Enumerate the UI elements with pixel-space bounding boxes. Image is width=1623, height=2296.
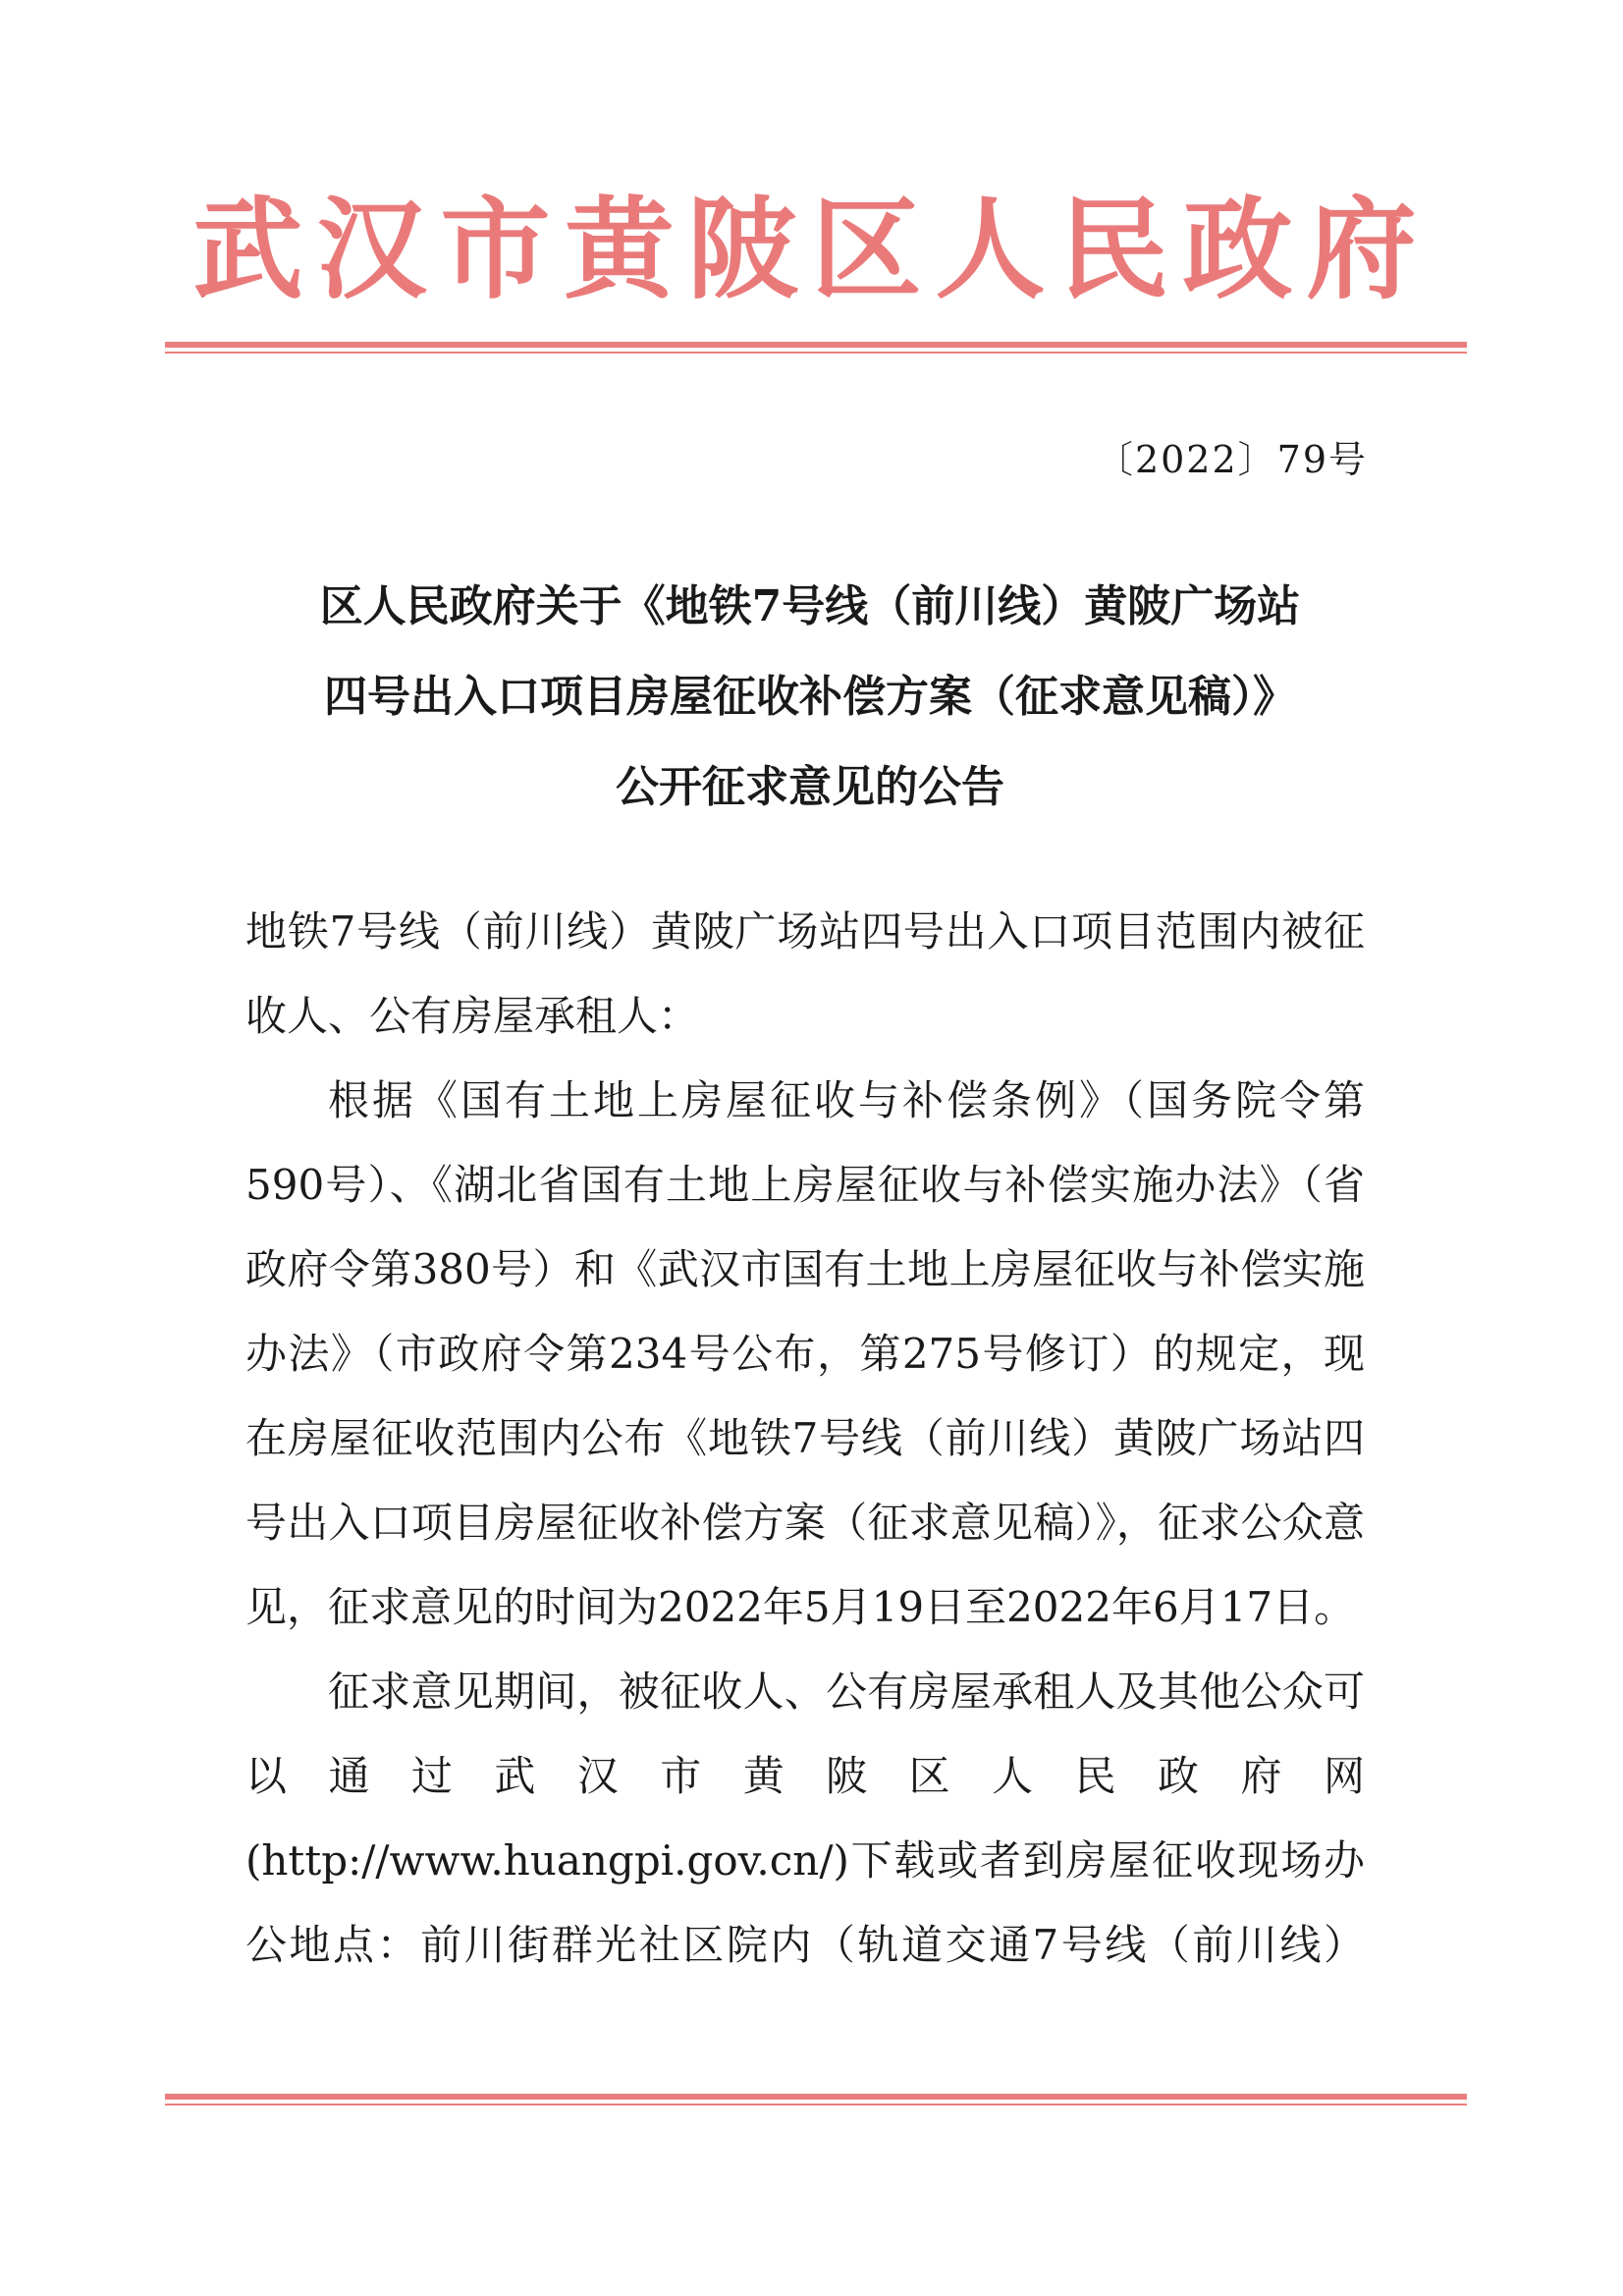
divider-thin-line [165, 352, 1467, 354]
document-number: 〔2022〕79号 [1095, 438, 1368, 481]
notice-body [245, 890, 1365, 1988]
body-paragraph-1: 根据《国有土地上房屋征收与补偿条例》（国务院令第590号）、《湖北省国有土地上房屋征收与补偿实施办法》（省政府令第380号）和《武汉市国有土地上房屋征收与补偿实施办法》（市政府令第234号公布，第275号修订）的规定，现在房屋征收范围内公布《地铁7号线（前川线）黄陂广场站四号出入口项目房屋征收补偿方案（征求意见稿）》，征求公众意见，征求意见的时间为2022年5月19日至2022年6月17日。 [245, 1076, 1365, 1631]
masthead-title: 武汉市黄陂区人民政府 [192, 186, 1431, 314]
footer-divider [165, 2094, 1467, 2105]
footer-thick-line [165, 2094, 1467, 2100]
body-paragraph-2: 征求意见期间，被征收人、公有房屋承租人及其他公众可以通过武汉市黄陂区人民政府网(http://www.huangpi.gov.cn/)下载或者到房屋征收现场办公地点：前川街群光社区院内（轨道交通7号线（前川线） [245, 1667, 1365, 1969]
divider-thick-line [165, 342, 1467, 348]
title-line-3: 公开征求意见的公告 [616, 762, 1004, 812]
notice-title [236, 562, 1384, 833]
title-line-2: 四号出入口项目房屋征收补偿方案（征求意见稿）》 [324, 672, 1296, 722]
masthead-divider [165, 342, 1467, 354]
title-line-1: 区人民政府关于《地铁7号线（前川线）黄陂广场站 [319, 581, 1301, 631]
salutation: 地铁7号线（前川线）黄陂广场站四号出入口项目范围内被征收人、公有房屋承租人： [245, 907, 1365, 1040]
footer-thin-line [165, 2104, 1467, 2105]
